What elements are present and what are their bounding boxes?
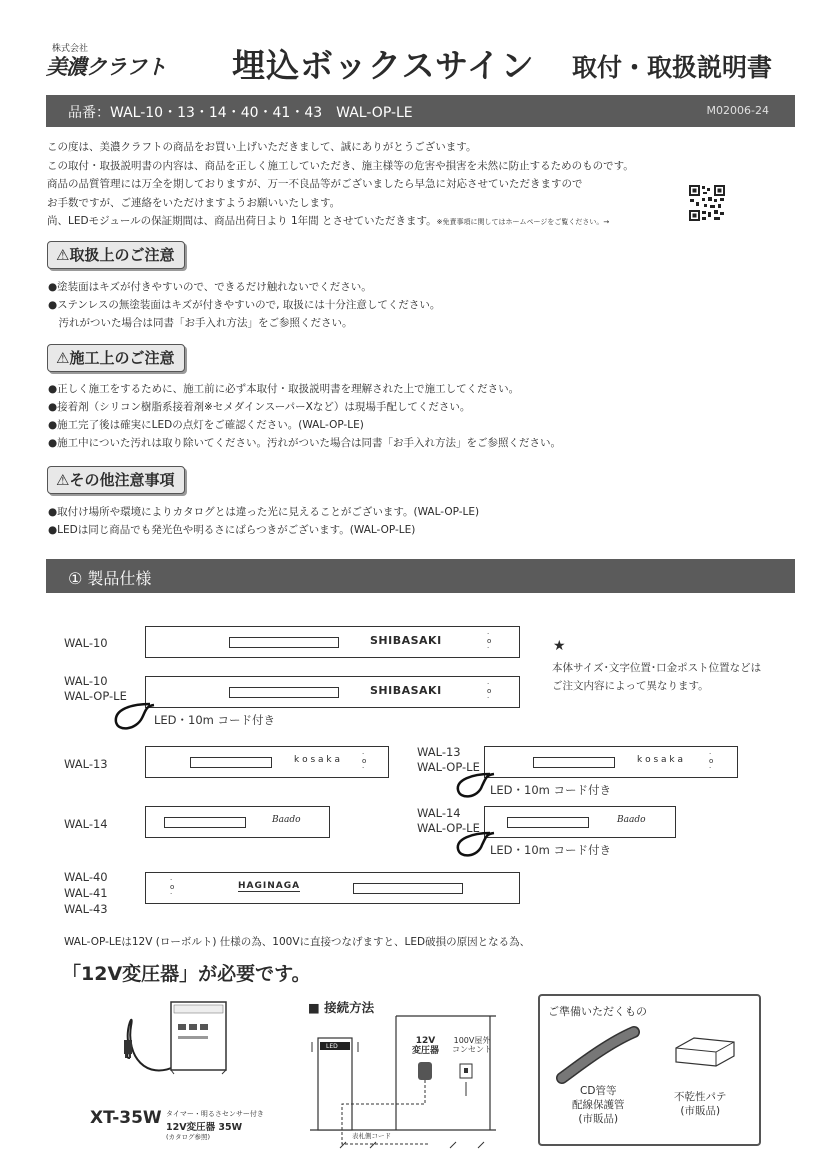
led-cord-icon — [110, 700, 158, 734]
putty-label-line: (市販品) — [680, 1105, 721, 1117]
mail-slot — [353, 883, 463, 894]
connection-led-label: LED — [326, 1043, 338, 1050]
putty-label-line: 不乾性パテ — [674, 1091, 727, 1103]
sign-panel-wal13 — [145, 746, 389, 778]
list-item: ●施工中についた汚れは取り除いてください。汚れがついた場合は同書「お手入れ方法」をご参照ください。 — [48, 437, 561, 449]
cd-pipe-icon — [556, 1024, 640, 1086]
connection-transformer-label — [412, 1036, 439, 1056]
cd-pipe-label-line: CD管等 — [580, 1085, 617, 1097]
cd-pipe-label-line: 配線保護管 — [572, 1099, 625, 1111]
mail-slot — [164, 817, 246, 828]
construction-caution-title: 施工上のご注意 — [69, 349, 175, 367]
other-caution-list — [48, 503, 479, 539]
cd-pipe-label-line: (市販品) — [578, 1113, 619, 1125]
model-label-wal13: WAL-13 — [64, 757, 108, 771]
sign-panel-wal10-op — [145, 676, 520, 708]
construction-caution-list — [48, 380, 561, 452]
intro-line: お手数ですが、ご連絡をいただけますようお願いいたします。 — [47, 196, 341, 209]
handling-caution-list — [48, 278, 440, 332]
model-label-wal10: WAL-10 — [64, 674, 108, 688]
model-label-wal43: WAL-43 — [64, 902, 108, 916]
connection-label-line: コンセント — [452, 1045, 492, 1054]
star-note-line: ご注文内容によって異なります。 — [552, 680, 709, 692]
led-cord-label: LED・10m コード付き — [154, 713, 276, 727]
transformer-desc: (カタログ参照) — [166, 1133, 211, 1141]
warning-triangle-icon: ⚠ — [56, 349, 70, 367]
led-cord-label: LED・10m コード付き — [490, 783, 612, 797]
sign-panel-wal10 — [145, 626, 520, 658]
mail-slot — [507, 817, 589, 828]
mail-slot — [533, 757, 615, 768]
list-item: ●ステンレスの無塗装面はキズが付きやすいので, 取扱には十分注意してください。 — [48, 299, 441, 311]
model-label-wal41: WAL-41 — [64, 886, 108, 900]
sign-panel-wal13-op — [484, 746, 738, 778]
page-title: 埋込ボックスサイン — [232, 46, 535, 85]
list-item: ●塗装面はキズが付きやすいので、できるだけ触れないでください。 — [48, 281, 372, 293]
handling-caution-title: 取扱上のご注意 — [69, 246, 175, 264]
led-cord-label: LED・10m コード付き — [490, 843, 612, 857]
cd-pipe-label — [572, 1084, 625, 1126]
screw-icon: · o · — [362, 750, 367, 772]
transformer-desc: 12V変圧器 35W — [166, 1122, 243, 1133]
company-small-label: 株式会社 — [52, 44, 89, 54]
connection-diagram — [300, 1012, 500, 1154]
list-item: ●接着剤（シリコン樹脂系接着剤※セメダインスーパーXなど）は現場手配してください。 — [48, 401, 471, 413]
star-icon: ★ — [553, 638, 566, 654]
page-subtitle: 取付・取扱説明書 — [572, 53, 773, 82]
brand-text: SHIBASAKI — [370, 634, 442, 647]
screw-icon: · o · — [170, 876, 175, 898]
connection-label-line: 100V屋外 — [453, 1036, 491, 1045]
spec-section-band — [46, 559, 795, 593]
brand-text: k o s a k a — [294, 755, 340, 765]
list-item: ●LEDは同じ商品でも発光色や明るさにばらつきがございます。(WAL-OP-LE) — [48, 524, 416, 536]
intro-line: この度は、美濃クラフトの商品をお買い上げいただきまして、誠にありがとうございます。 — [47, 141, 477, 153]
star-note — [552, 659, 761, 695]
spec-section-title: ① 製品仕様 — [68, 569, 152, 588]
model-label-wal13: WAL-13 — [417, 745, 461, 759]
star-note-line: 本体サイズ･文字位置･口金ポスト位置などは — [552, 662, 762, 674]
model-label-wal40: WAL-40 — [64, 870, 108, 884]
product-number-band — [46, 95, 795, 127]
transformer-desc: タイマー・明るさセンサー付き — [166, 1110, 264, 1118]
brand-text: Baado — [617, 815, 646, 825]
model-label-wal14: WAL-14 — [417, 806, 461, 820]
company-logo-text: 美濃クラフト — [46, 55, 166, 79]
intro-text — [47, 138, 727, 232]
screw-icon: · o · — [487, 680, 492, 702]
handling-caution-heading — [47, 241, 185, 269]
model-label-op-le: WAL-OP-LE — [64, 689, 127, 703]
intro-line — [47, 212, 727, 232]
list-item: ●取付け場所や環境によりカタログとは違った光に見えることがございます。(WAL-OP-LE) — [48, 506, 480, 518]
other-caution-title: その他注意事項 — [69, 471, 175, 489]
transformer-illustration — [116, 996, 236, 1106]
transformer-required: 「12V変圧器」が必要です。 — [62, 963, 311, 985]
warning-triangle-icon: ⚠ — [56, 246, 70, 264]
screw-icon: · o · — [487, 630, 492, 652]
list-item: ●施工完了後は確実にLEDの点灯をご確認ください。(WAL-OP-LE) — [48, 419, 364, 431]
connection-label-line: 12V — [415, 1036, 436, 1046]
intro-line: この取付・取扱説明書の内容は、商品を正しく施工していただき、施主様等の危害や損害を未然に防止するためのものです。 — [47, 159, 634, 172]
list-item: ●正しく施工をするために、施工前に必ず本取付・取扱説明書を理解された上で施工してください。 — [48, 383, 520, 395]
warranty-text: 尚、LEDモジュールの保証期間は、商品出荷日より 1年間 とさせていただきます。 — [47, 215, 437, 227]
other-caution-heading — [47, 466, 185, 494]
qr-code-icon[interactable] — [688, 184, 726, 222]
brand-text: HAGINAGA — [238, 881, 301, 891]
warning-triangle-icon: ⚠ — [56, 471, 70, 489]
model-label-wal14: WAL-14 — [64, 817, 108, 831]
transformer-model: XT-35W — [90, 1108, 162, 1128]
connection-cord-label: 表札側コード — [352, 1132, 391, 1140]
model-label-op-le: WAL-OP-LE — [417, 760, 480, 774]
brand-text: SHIBASAKI — [370, 684, 442, 697]
sign-panel-wal40 — [145, 872, 520, 904]
connection-outlet-label — [452, 1036, 492, 1054]
sign-panel-wal14-op — [484, 806, 676, 838]
putty-label — [674, 1090, 727, 1118]
product-numbers: 品番：WAL-10・13・14・40・41・43 WAL-OP-LE — [68, 105, 413, 121]
connection-title: ■ 接続方法 — [308, 1000, 375, 1015]
model-label-op-le: WAL-OP-LE — [417, 821, 480, 835]
putty-icon — [672, 1034, 738, 1070]
mail-slot — [229, 637, 339, 648]
sign-panel-wal14 — [145, 806, 330, 838]
disclaimer-note: ※免責事項に関してはホームページをご覧ください。→ — [436, 218, 610, 226]
list-item: 汚れがついた場合は同書「お手入れ方法」をご参照ください。 — [48, 317, 353, 329]
screw-icon: · o · — [709, 750, 714, 772]
prepare-items-title: ご準備いただくもの — [548, 1005, 647, 1018]
brand-text: k o s a k a — [637, 755, 683, 765]
model-label-wal10: WAL-10 — [64, 636, 108, 650]
intro-line: 商品の品質管理には万全を期しておりますが、万一不良品等がございましたら早急に対応させていただきますので — [47, 178, 583, 190]
12v-note: WAL-OP-LEは12V (ローボルト) 仕様の為、100Vに直接つなげますと、LED破損の原因となる為、 — [64, 936, 531, 948]
brand-text: Baado — [272, 815, 301, 825]
connection-label-line: 変圧器 — [412, 1046, 440, 1056]
document-code: M02006-24 — [706, 104, 769, 117]
mail-slot — [229, 687, 339, 698]
construction-caution-heading — [47, 344, 185, 372]
mail-slot — [190, 757, 272, 768]
